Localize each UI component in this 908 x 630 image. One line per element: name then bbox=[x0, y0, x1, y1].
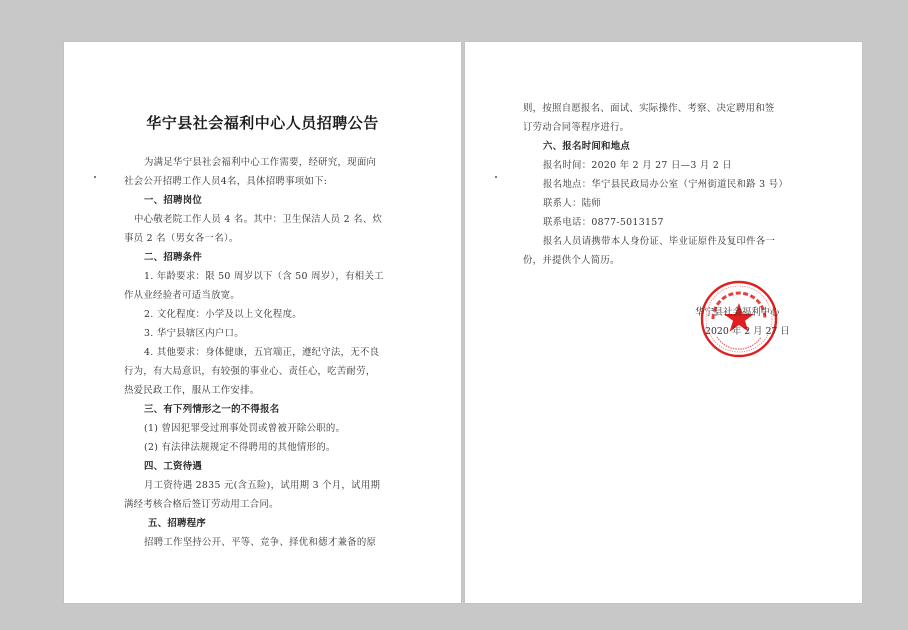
document-page-right bbox=[465, 42, 862, 603]
page-mark bbox=[94, 176, 96, 178]
document-page-left bbox=[64, 42, 461, 603]
paragraph-line: 1. 年龄要求：限 50 周岁以下（含 50 周岁），有相关工 bbox=[144, 271, 384, 282]
paragraph-line: 订劳动合同等程序进行。 bbox=[523, 122, 630, 133]
paragraph-line: 3. 华宁县辖区内户口。 bbox=[144, 328, 244, 339]
section-heading: 六、报名时间和地点 bbox=[543, 141, 631, 152]
seal-graphic bbox=[699, 279, 779, 359]
paragraph-line: 报名时间：2020 年 2 月 27 日—3 月 2 日 bbox=[543, 160, 733, 171]
section-heading: 一、招聘岗位 bbox=[144, 195, 203, 206]
seal-code-ring bbox=[717, 337, 761, 349]
section-heading: 二、招聘条件 bbox=[144, 252, 203, 263]
paragraph-line: (1) 曾因犯罪受过刑事处罚或曾被开除公职的。 bbox=[144, 423, 346, 434]
paragraph-line: 满经考核合格后签订劳动用工合同。 bbox=[124, 499, 279, 510]
paragraph-line: 联系电话：0877-5013157 bbox=[543, 217, 664, 228]
paragraph-line: 事员 2 名（男女各一名）。 bbox=[124, 233, 239, 244]
paragraph-line: 报名人员请携带本人身份证、毕业证原件及复印件各一 bbox=[543, 236, 776, 247]
paragraph-line: 2. 文化程度：小学及以上文化程度。 bbox=[144, 309, 302, 320]
section-heading: 四、工资待遇 bbox=[144, 461, 203, 472]
paragraph-line: 联系人：陆师 bbox=[543, 198, 602, 209]
paragraph-line: 行为，有大局意识，有较强的事业心、责任心，吃苦耐劳， bbox=[124, 366, 376, 377]
section-heading: 三、有下列情形之一的不得报名 bbox=[144, 404, 280, 415]
paragraph-line: (2) 有法律法规规定不得聘用的其他情形的。 bbox=[144, 442, 336, 453]
signature-date: 2020 年 2 月 27 日 bbox=[705, 326, 790, 337]
section-heading: 五、招聘程序 bbox=[148, 518, 207, 529]
paragraph-line: 为满足华宁县社会福利中心工作需要，经研究，现面向 bbox=[144, 157, 377, 168]
paragraph-line: 月工资待遇 2835 元(含五险)，试用期 3 个月，试用期 bbox=[144, 480, 381, 491]
page-mark bbox=[495, 176, 497, 178]
paragraph-line: 社会公开招聘工作人员4名，具体招聘事项如下: bbox=[124, 176, 328, 187]
paragraph-line: 热爱民政工作，服从工作安排。 bbox=[124, 385, 260, 396]
paragraph-line: 则，按照自愿报名、面试、实际操作、考察、决定聘用和签 bbox=[523, 103, 775, 114]
paragraph-line: 作从业经验者可适当放宽。 bbox=[124, 290, 241, 301]
paragraph-line: 招聘工作坚持公开、平等、竞争、择优和德才兼备的原 bbox=[144, 537, 377, 548]
paragraph-line: 中心敬老院工作人员 4 名。其中：卫生保洁人员 2 名、炊 bbox=[134, 214, 383, 225]
paragraph-line: 份，并提供个人简历。 bbox=[523, 255, 620, 266]
paragraph-line: 报名地点：华宁县民政局办公室（宁州街道民和路 3 号） bbox=[543, 179, 789, 190]
signature-org: 华宁县社会福利中心 bbox=[695, 307, 780, 318]
paragraph-line: 4. 其他要求：身体健康，五官端正，遵纪守法，无不良 bbox=[144, 347, 380, 358]
page-title: 华宁县社会福利中心人员招聘公告 bbox=[146, 114, 379, 132]
official-seal bbox=[699, 279, 779, 359]
